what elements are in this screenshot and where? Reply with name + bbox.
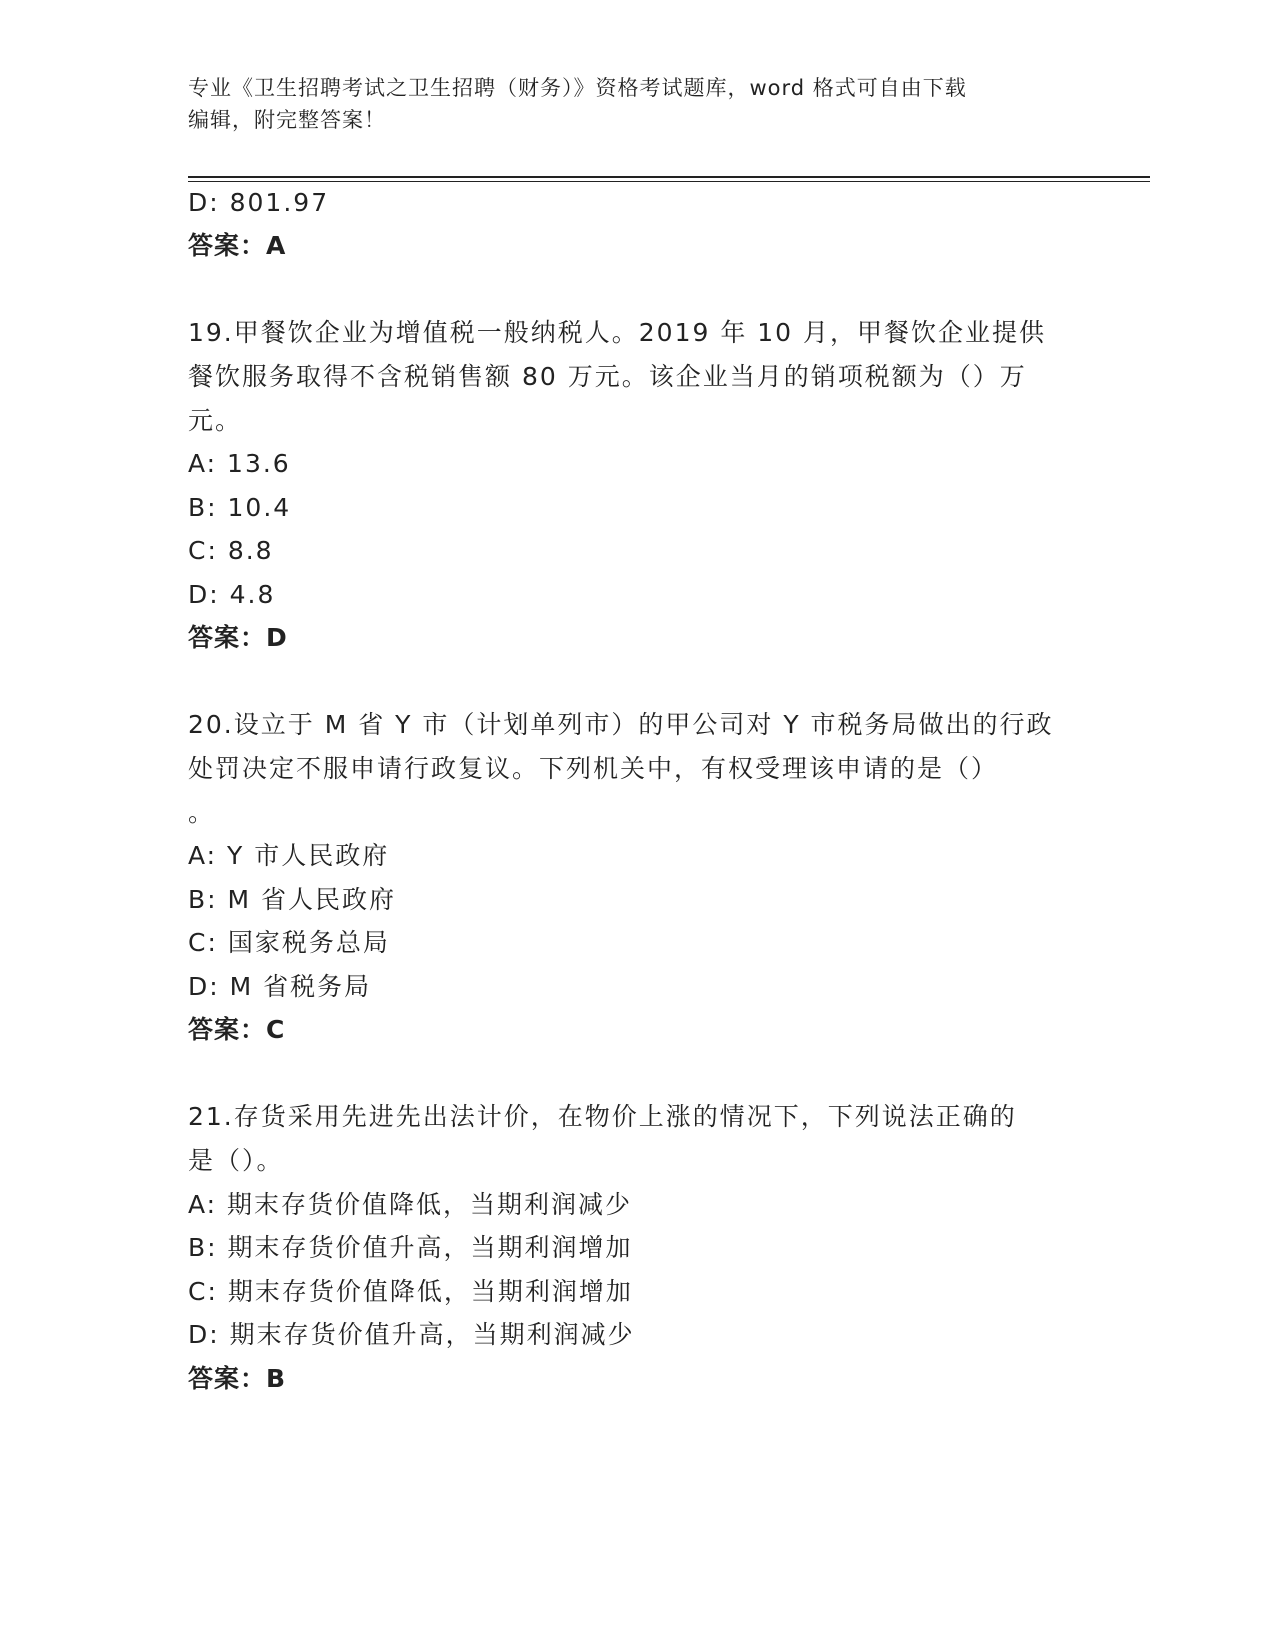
q19-stem-line-3: 元。: [188, 406, 243, 435]
q20-stem-line-1: 20.设立于 M 省 Y 市（计划单列市）的甲公司对 Y 市税务局做出的行政: [188, 710, 1054, 739]
q21-option-d: D: 期末存货价值升高，当期利润减少: [188, 1320, 635, 1349]
q19-stem-line-1: 19.甲餐饮企业为增值税一般纳税人。2019 年 10 月，甲餐饮企业提供: [188, 318, 1047, 347]
header-line-1: 专业《卫生招聘考试之卫生招聘（财务）》资格考试题库，word 格式可自由下载: [188, 76, 967, 100]
q20-stem-line-2: 处罚决定不服申请行政复议。下列机关中，有权受理该申请的是（）: [188, 754, 999, 783]
q21-option-a: A: 期末存货价值降低，当期利润减少: [188, 1190, 633, 1219]
q19-option-d: D: 4.8: [188, 580, 276, 609]
q21-stem-line-2: 是（）。: [188, 1146, 284, 1175]
header-divider-thick: [188, 176, 1150, 178]
q20-answer: 答案：C: [188, 1015, 286, 1044]
q19-stem-line-2: 餐饮服务取得不含税销售额 80 万元。该企业当月的销项税额为（）万: [188, 362, 1027, 391]
q21-stem-line-1: 21.存货采用先进先出法计价，在物价上涨的情况下，下列说法正确的: [188, 1102, 1017, 1131]
document-header: [188, 72, 1068, 136]
q21-option-b: B: 期末存货价值升高，当期利润增加: [188, 1233, 633, 1262]
prev-answer: 答案：A: [188, 231, 287, 260]
q19-option-c: C: 8.8: [188, 536, 274, 565]
q20-option-a: A: Y 市人民政府: [188, 841, 390, 870]
q20-option-d: D: M 省税务局: [188, 972, 372, 1001]
q20-option-c: C: 国家税务总局: [188, 928, 390, 957]
q20-stem-line-3: 。: [188, 798, 216, 827]
q19-option-a: A: 13.6: [188, 449, 291, 478]
q19-answer: 答案：D: [188, 623, 288, 652]
q19-option-b: B: 10.4: [188, 493, 292, 522]
q21-answer: 答案：B: [188, 1364, 287, 1393]
q20-option-b: B: M 省人民政府: [188, 885, 397, 914]
header-divider-thin: [188, 181, 1150, 182]
header-line-2: 编辑，附完整答案！: [188, 108, 386, 132]
q21-option-c: C: 期末存货价值降低，当期利润增加: [188, 1277, 633, 1306]
prev-option-d: D: 801.97: [188, 188, 330, 217]
